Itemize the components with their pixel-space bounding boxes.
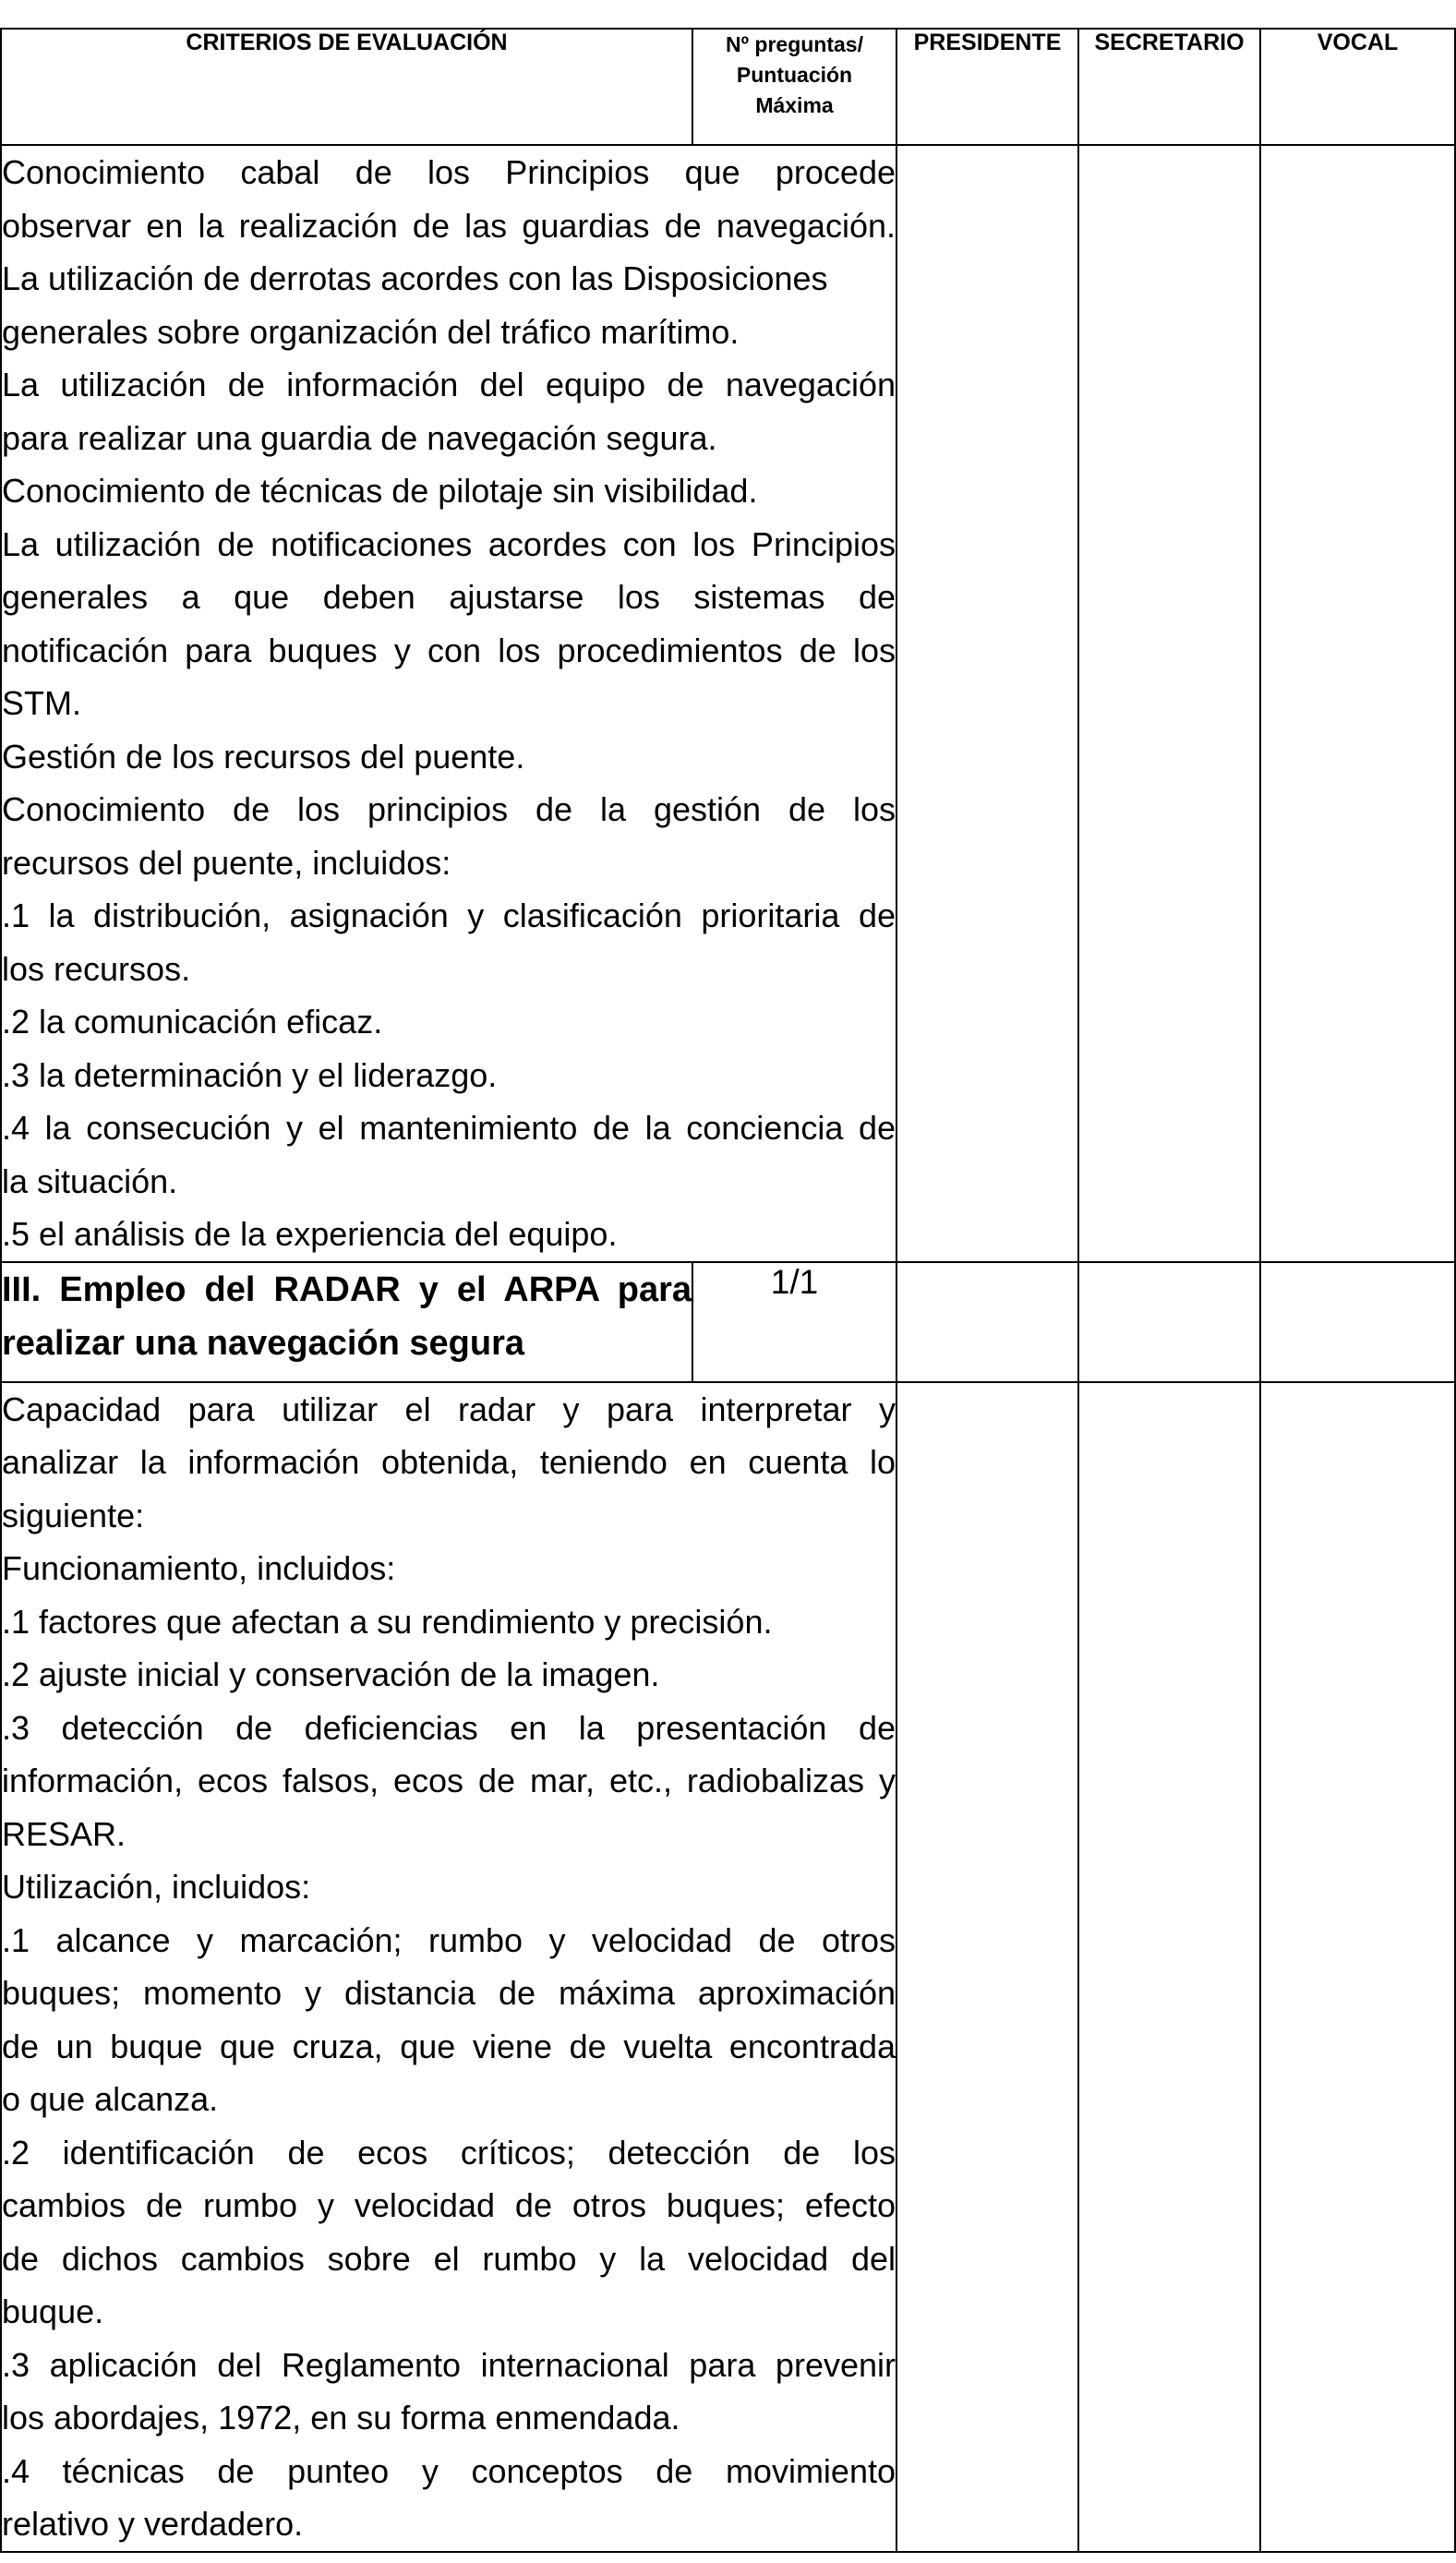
criteria-line: relativo y verdadero. bbox=[2, 2505, 304, 2543]
criteria-line: .2 la comunicación eficaz. bbox=[2, 1003, 383, 1041]
presidente-score-cell[interactable] bbox=[896, 1262, 1078, 1382]
criteria-line: .5 el análisis de la experiencia del equipo. bbox=[2, 1215, 618, 1253]
header-preguntas-line3: Máxima bbox=[755, 93, 834, 117]
section-row-radar-arpa bbox=[1, 1262, 1455, 1382]
criteria-line: La utilización de información del equipo de navegación bbox=[2, 366, 896, 403]
criteria-line: siguiente: bbox=[2, 1496, 145, 1534]
criteria-line: .1 alcance y marcación; rumbo y velocidad de otros bbox=[2, 1920, 896, 1959]
presidente-score-cell[interactable] bbox=[896, 1382, 1078, 2552]
header-vocal: VOCAL bbox=[1260, 29, 1455, 145]
criteria-line: los abordajes, 1972, en su forma enmendada. bbox=[2, 2399, 680, 2437]
criteria-line: .3 detección de deficiencias en la presentación de bbox=[2, 1708, 896, 1747]
criteria-line: Conocimiento de técnicas de pilotaje sin visibilidad. bbox=[2, 472, 758, 510]
header-secretario: SECRETARIO bbox=[1078, 29, 1260, 145]
criteria-line: para realizar una guardia de navegación segura. bbox=[2, 418, 717, 457]
criteria-text-cell bbox=[1, 1382, 896, 2552]
criteria-line: de dichos cambios sobre el rumbo y la velocidad del bbox=[2, 2239, 896, 2278]
criteria-line: Funcionamiento, incluidos: bbox=[2, 1549, 396, 1587]
criteria-line: observar en la realización de las guardias de navegación. bbox=[2, 206, 896, 245]
section-title-line1: III. Empleo del RADAR y el ARPA para bbox=[2, 1269, 692, 1309]
criteria-line: .3 la determinación y el liderazgo. bbox=[2, 1055, 498, 1094]
criteria-line: información, ecos falsos, ecos de mar, etc., radiobalizas y bbox=[2, 1762, 896, 1799]
criteria-line: o que alcanza. bbox=[2, 2080, 219, 2118]
vocal-score-cell[interactable] bbox=[1260, 1382, 1455, 2552]
secretario-score-cell[interactable] bbox=[1078, 145, 1260, 1262]
criteria-line: La utilización de notificaciones acordes con los Principios bbox=[2, 524, 896, 563]
criteria-text-cell bbox=[1, 145, 896, 1262]
criteria-line: Conocimiento cabal de los Principios que procede bbox=[2, 153, 896, 191]
criteria-line: notificación para buques y con los procedimientos de los bbox=[2, 631, 896, 669]
criteria-line: .1 factores que afectan a su rendimiento y precisión. bbox=[2, 1602, 773, 1641]
presidente-score-cell[interactable] bbox=[896, 145, 1078, 1262]
criteria-row-radar bbox=[1, 1382, 1455, 2552]
criteria-line: Conocimiento de los principios de la gestión de los bbox=[2, 790, 896, 828]
section-title-cell bbox=[1, 1262, 692, 1382]
header-criterios: CRITERIOS DE EVALUACIÓN bbox=[1, 29, 692, 145]
criteria-line: La utilización de derrotas acordes con las Disposiciones bbox=[2, 259, 828, 297]
criteria-line: buques; momento y distancia de máxima aproximación bbox=[2, 1974, 896, 2012]
header-presidente: PRESIDENTE bbox=[896, 29, 1078, 145]
criteria-line: de un buque que cruza, que viene de vuelta encontrada bbox=[2, 2027, 896, 2065]
criteria-line: buque. bbox=[2, 2292, 104, 2330]
criteria-line: generales sobre organización del tráfico marítimo. bbox=[2, 312, 740, 351]
criteria-line: STM. bbox=[2, 684, 81, 722]
criteria-line: analizar la información obtenida, teniendo en cuenta lo bbox=[2, 1443, 896, 1481]
header-preguntas bbox=[692, 29, 896, 145]
criteria-line: recursos del puente, incluidos: bbox=[2, 843, 451, 882]
criteria-line: .1 la distribución, asignación y clasificación prioritaria de bbox=[2, 896, 896, 934]
criteria-line: Utilización, incluidos: bbox=[2, 1868, 311, 1906]
criteria-line: los recursos. bbox=[2, 949, 191, 988]
criteria-row-watchkeeping bbox=[1, 145, 1455, 1262]
section-max-score: 1/1 bbox=[692, 1262, 896, 1382]
criteria-line: la situación. bbox=[2, 1161, 178, 1200]
criteria-line: .3 aplicación del Reglamento internacional para prevenir bbox=[2, 2345, 896, 2384]
criteria-line: RESAR. bbox=[2, 1814, 126, 1853]
criteria-line: .2 identificación de ecos críticos; detección de los bbox=[2, 2133, 896, 2172]
criteria-line: .4 técnicas de punteo y conceptos de movimiento bbox=[2, 2451, 896, 2490]
secretario-score-cell[interactable] bbox=[1078, 1262, 1260, 1382]
secretario-score-cell[interactable] bbox=[1078, 1382, 1260, 2552]
criteria-line: generales a que deben ajustarse los sistemas de bbox=[2, 578, 896, 616]
section-title-line2: realizar una navegación segura bbox=[2, 1323, 525, 1363]
vocal-score-cell[interactable] bbox=[1260, 145, 1455, 1262]
criteria-line: .2 ajuste inicial y conservación de la imagen. bbox=[2, 1655, 660, 1693]
criteria-line: Capacidad para utilizar el radar y para interpretar y bbox=[2, 1390, 896, 1428]
criteria-line: Gestión de los recursos del puente. bbox=[2, 737, 525, 776]
criteria-line: .4 la consecución y el mantenimiento de la conciencia de bbox=[2, 1109, 896, 1147]
header-row bbox=[1, 29, 1455, 145]
header-preguntas-line2: Puntuación bbox=[736, 63, 853, 87]
criteria-line: cambios de rumbo y velocidad de otros buques; efecto bbox=[2, 2186, 896, 2224]
evaluation-criteria-table bbox=[0, 28, 1456, 2553]
vocal-score-cell[interactable] bbox=[1260, 1262, 1455, 1382]
header-preguntas-line1: Nº preguntas/ bbox=[726, 32, 863, 56]
